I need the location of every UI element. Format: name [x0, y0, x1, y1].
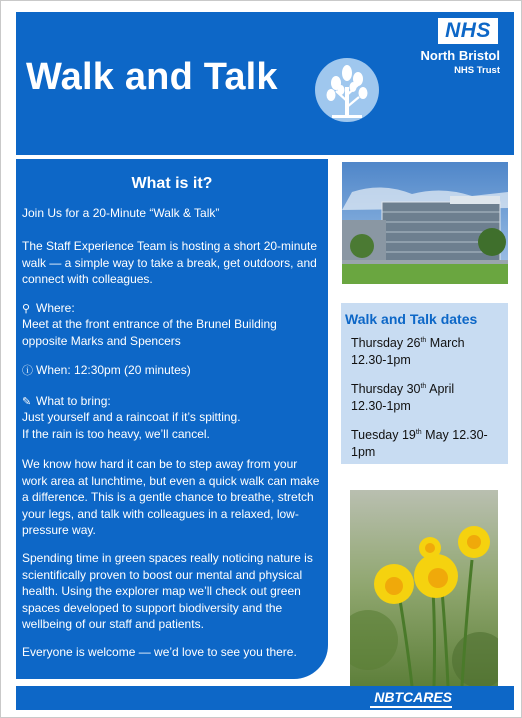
clock-icon: ⓘ: [22, 365, 33, 377]
bring-text-2: If the rain is too heavy, we’ll cancel.: [22, 427, 210, 441]
dates-heading: Walk and Talk dates: [345, 311, 478, 327]
intro-text: Join Us for a 20-Minute “Walk & Talk”: [22, 206, 220, 220]
dates-panel: [341, 303, 508, 464]
where-text: Meet at the front entrance of the Brunel Building opposite Marks and Spencers: [22, 317, 277, 348]
info-heading: What is it?: [131, 175, 213, 192]
header-banner: [16, 12, 514, 155]
page-title: Walk and Talk: [26, 56, 278, 98]
org-trust: NHS Trust: [454, 65, 500, 76]
daffodil-photo: [350, 490, 498, 686]
org-name: North Bristol: [420, 48, 500, 63]
building-photo: [342, 162, 508, 284]
nhs-logo: NHS: [438, 18, 498, 44]
body-text-3: Spending time in green spaces really noticing nature is scientifically proven to boost our mental and physical health. Using the explorer map we’ll check out green spaces developed to support biodiversity and the wellbeing of our staff and patients.: [22, 551, 313, 631]
date-item: Thursday 30th April 12.30-1pm: [351, 382, 455, 413]
date-item: Thursday 26th March 12.30-1pm: [351, 336, 465, 367]
bring-text-1: Just yourself and a raincoat if it’s spitting.: [22, 410, 241, 424]
nbt-cares-logo: NBTCARES: [374, 689, 452, 705]
footer-bar: [16, 686, 514, 710]
body-text-2: We know how hard it can be to step away from your work area at lunchtime, but even a quick walk can make a difference. This is a gentle chance to breathe, stretch your legs, and talk with colleagues in a relaxed, low-pressure way.: [22, 457, 320, 537]
pencil-icon: ✎: [22, 396, 32, 408]
bring-label: ✎ What to bring:: [22, 393, 324, 411]
date-item: Tuesday 19th May 12.30- 1pm: [351, 428, 488, 459]
body-text-1: The Staff Experience Team is hosting a short 20-minute walk — a simple way to take a break, get outdoors, and connect with colleagues.: [22, 239, 318, 286]
info-panel: [16, 159, 328, 679]
when-label: ⓘ When: 12:30pm (20 minutes): [22, 362, 324, 380]
nbt-underline: [370, 706, 452, 708]
where-label: ⚲ Where:: [22, 300, 324, 318]
closing-text: Everyone is welcome — we’d love to see you there.: [22, 645, 297, 659]
location-pin-icon: ⚲: [22, 303, 31, 315]
tree-icon: [314, 57, 380, 123]
